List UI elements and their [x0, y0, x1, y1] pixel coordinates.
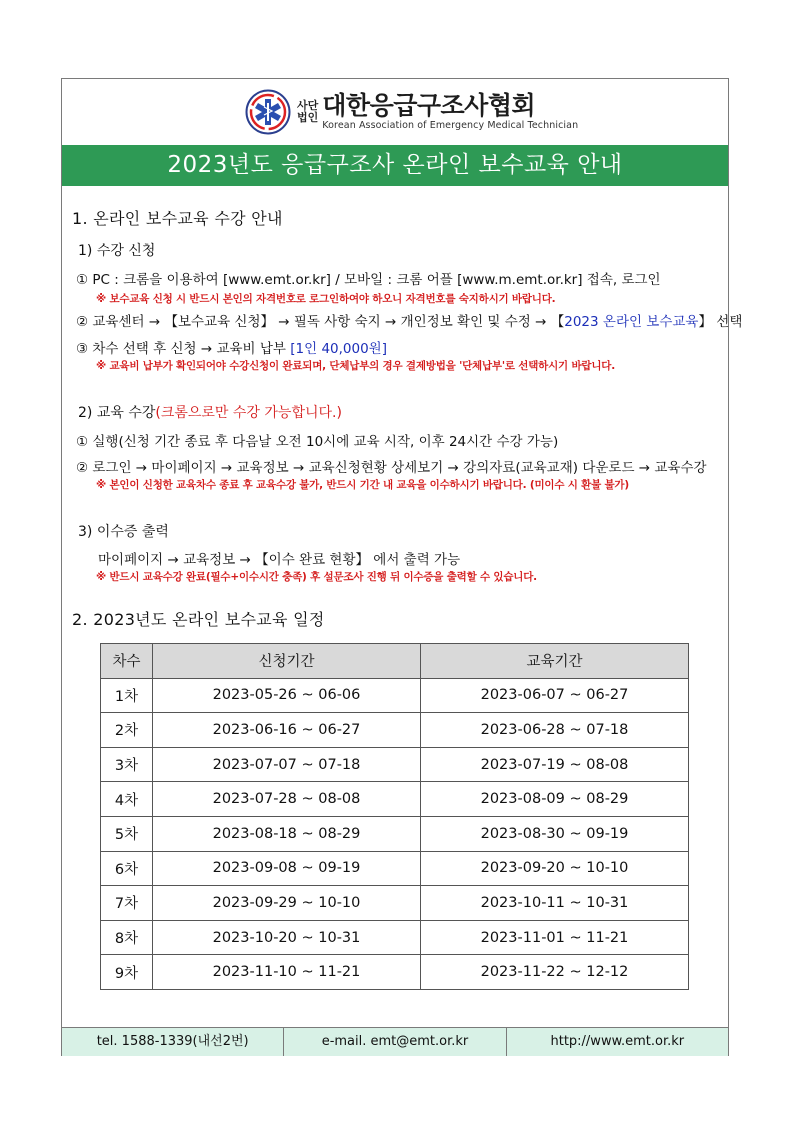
- sub1-item1: ① PC : 크롬을 이용하여 [www.emt.or.kr] / 모바일 : 크롬 어플 [www.m.emt.or.kr] 접속, 로그인: [76, 272, 661, 288]
- org-name-en: Korean Association of Emergency Medical Technician: [322, 120, 579, 131]
- cell-application-period: 2023-10-20 ~ 10-31: [153, 920, 421, 955]
- cell-application-period: 2023-11-10 ~ 11-21: [153, 955, 421, 990]
- table-row: [101, 886, 689, 921]
- sub2-note2: ※ 본인이 신청한 교육차수 종료 후 교육수강 불가, 반드시 기간 내 교육을 이수하시기 바랍니다. (미이수 시 환불 불가): [96, 479, 629, 491]
- cell-application-period: 2023-05-26 ~ 06-06: [153, 678, 421, 713]
- table-row: [101, 955, 689, 990]
- cell-round: 8차: [101, 920, 153, 955]
- table-row: [101, 713, 689, 748]
- sub2-heading-warning: (크롬으로만 수강 가능합니다.): [155, 405, 342, 421]
- col-header-education-period: 교육기간: [421, 644, 689, 679]
- footer-url[interactable]: http://www.emt.or.kr: [506, 1028, 728, 1056]
- org-type-label: [297, 100, 318, 124]
- sub1-item2-pre: ② 교육센터 → 【보수교육 신청】 → 필독 사항 숙지 → 개인정보 확인 및 수정 → 【: [76, 314, 565, 330]
- cell-education-period: 2023-06-07 ~ 06-27: [421, 678, 689, 713]
- emt-emblem-icon: [245, 89, 291, 135]
- section1-heading: 1. 온라인 보수교육 수강 안내: [72, 209, 283, 228]
- cell-round: 5차: [101, 816, 153, 851]
- contact-footer: [62, 1027, 728, 1056]
- org-prefix-top: 사단: [297, 99, 319, 112]
- org-prefix-bottom: 법인: [297, 111, 319, 124]
- org-logo: [245, 87, 578, 137]
- cell-round: 2차: [101, 713, 153, 748]
- page-title: 2023년도 응급구조사 온라인 보수교육 안내: [62, 145, 728, 186]
- table-row: [101, 816, 689, 851]
- sub1-item3-pre: ③ 차수 선택 후 신청 → 교육비 납부: [76, 341, 291, 357]
- sub1-item2-highlight: 2023 온라인 보수교육: [564, 314, 699, 330]
- cell-round: 9차: [101, 955, 153, 990]
- sub1-note1: ※ 보수교육 신청 시 반드시 본인의 자격번호로 로그인하여야 하오니 자격번호를 숙지하시기 바랍니다.: [96, 293, 556, 305]
- cell-application-period: 2023-08-18 ~ 08-29: [153, 816, 421, 851]
- sub1-item2-post: 】 선택: [698, 314, 743, 330]
- col-header-round: 차수: [101, 644, 153, 679]
- cell-education-period: 2023-08-30 ~ 09-19: [421, 816, 689, 851]
- cell-application-period: 2023-06-16 ~ 06-27: [153, 713, 421, 748]
- cell-round: 6차: [101, 851, 153, 886]
- sub1-note3: ※ 교육비 납부가 확인되어야 수강신청이 완료되며, 단체납부의 경우 결제방법을 '단체납부'로 선택하시기 바랍니다.: [96, 360, 616, 372]
- sub2-item1: ① 실행(신청 기간 종료 후 다음날 오전 10시에 교육 시작, 이후 24시간 수강 가능): [76, 434, 559, 450]
- cell-round: 3차: [101, 747, 153, 782]
- sub1-item2: [76, 310, 742, 330]
- cell-application-period: 2023-09-08 ~ 09-19: [153, 851, 421, 886]
- cell-round: 7차: [101, 886, 153, 921]
- cell-application-period: 2023-07-28 ~ 08-08: [153, 782, 421, 817]
- sub1-item3: [76, 337, 387, 357]
- table-row: [101, 782, 689, 817]
- col-header-application-period: 신청기간: [153, 644, 421, 679]
- cell-education-period: 2023-11-01 ~ 11-21: [421, 920, 689, 955]
- sub2-heading-text: 2) 교육 수강: [78, 405, 156, 421]
- cell-round: 4차: [101, 782, 153, 817]
- sub2-item2: ② 로그인 → 마이페이지 → 교육정보 → 교육신청현황 상세보기 → 강의자료(교육교재) 다운로드 → 교육수강: [76, 460, 707, 476]
- cell-education-period: 2023-06-28 ~ 07-18: [421, 713, 689, 748]
- sub1-item3-fee: [1인 40,000원]: [290, 341, 387, 357]
- cell-education-period: 2023-09-20 ~ 10-10: [421, 851, 689, 886]
- cell-education-period: 2023-07-19 ~ 08-08: [421, 747, 689, 782]
- footer-tel: tel. 1588-1339(내선2번): [96, 1034, 249, 1049]
- sub1-heading: 1) 수강 신청: [78, 243, 156, 259]
- sub3-heading: 3) 이수증 출력: [78, 524, 169, 540]
- cell-application-period: 2023-07-07 ~ 07-18: [153, 747, 421, 782]
- cell-education-period: 2023-08-09 ~ 08-29: [421, 782, 689, 817]
- schedule-table: [100, 643, 689, 990]
- table-header-row: [101, 644, 689, 679]
- sub2-heading: [78, 402, 342, 422]
- table-row: [101, 851, 689, 886]
- sub3-note1: ※ 반드시 교육수강 완료(필수+이수시간 충족) 후 설문조사 진행 뒤 이수증을 출력할 수 있습니다.: [96, 571, 537, 583]
- sub3-item1: 마이페이지 → 교육정보 → 【이수 완료 현황】 에서 출력 가능: [98, 552, 461, 568]
- table-row: [101, 747, 689, 782]
- section2-heading: 2. 2023년도 온라인 보수교육 일정: [72, 610, 325, 629]
- cell-round: 1차: [101, 678, 153, 713]
- cell-education-period: 2023-11-22 ~ 12-12: [421, 955, 689, 990]
- cell-education-period: 2023-10-11 ~ 10-31: [421, 886, 689, 921]
- footer-email[interactable]: e-mail. emt@emt.or.kr: [283, 1028, 505, 1056]
- org-name-kr: 대한응급구조사협회: [322, 91, 536, 120]
- cell-application-period: 2023-09-29 ~ 10-10: [153, 886, 421, 921]
- table-row: [101, 678, 689, 713]
- table-row: [101, 920, 689, 955]
